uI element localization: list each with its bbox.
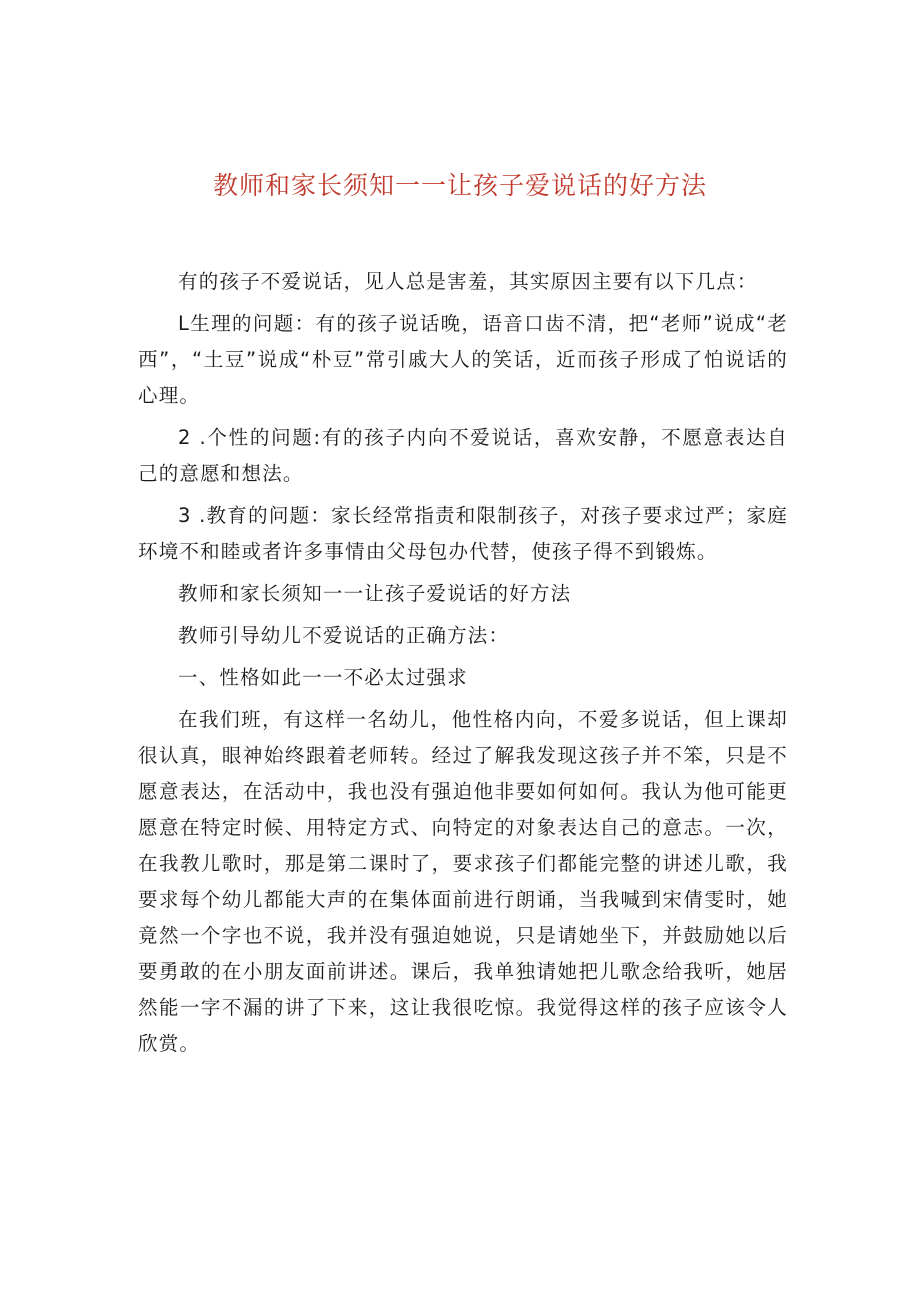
paragraph-section-heading: 一、性格如此一一不必太过强求 [178,666,468,689]
paragraph-story: 在我们班，有这样一名幼儿，他性格内向，不爱多说话，但上课却很认真，眼神始终跟着老师转。经过了解我发现这孩子并不笨，只是不愿意表达，在活动中，我也没有强迫他非要如何如何。我认为他可能更愿意在特定时候、用特定方式、向特定的对象表达自己的意志。一次，在我教儿歌时，那是第二课时了，要求孩子们都能完整的讲述儿歌，我要求每个幼儿都能大声的在集体面前进行朗诵，当我喊到宋倩雯时，她竟然一个字也不说，我并没有强迫她说，只是请她坐下，并鼓励她以后要勇敢的在小朋友面前讲述。课后，我单独请她把儿歌念给我听，她居然能一字不漏的讲了下来，这让我很吃惊。我觉得这样的孩子应该令人欣赏。 [138,708,788,1055]
document-title: 教师和家长须知一一让孩子爱说话的好方法 [212,171,707,200]
paragraph-methods-heading: 教师引导幼儿不爱说话的正确方法： [178,624,510,647]
paragraph-reason-3: 3 .教育的问题：家长经常指责和限制孩子，对孩子要求过严；家庭环境不和睦或者许多事情由父母包办代替，使孩子得不到锻炼。 [138,504,788,563]
paragraph-reason-2: 2 .个性的问题:有的孩子内向不爱说话，喜欢安静，不愿意表达自己的意愿和想法。 [138,426,788,485]
document-body [138,264,788,1068]
paragraph-subtitle: 教师和家长须知一一让孩子爱说话的好方法 [178,582,572,605]
paragraph-reason-1: L生理的问题：有的孩子说话晚，语音口齿不清，把“老师”说成“老西”，“土豆”说成“朴豆”常引戚大人的笑话，近而孩子形成了怕说话的心理。 [138,312,788,407]
paragraph-intro: 有的孩子不爱说话，见人总是害羞，其实原因主要有以下几点： [178,270,758,293]
